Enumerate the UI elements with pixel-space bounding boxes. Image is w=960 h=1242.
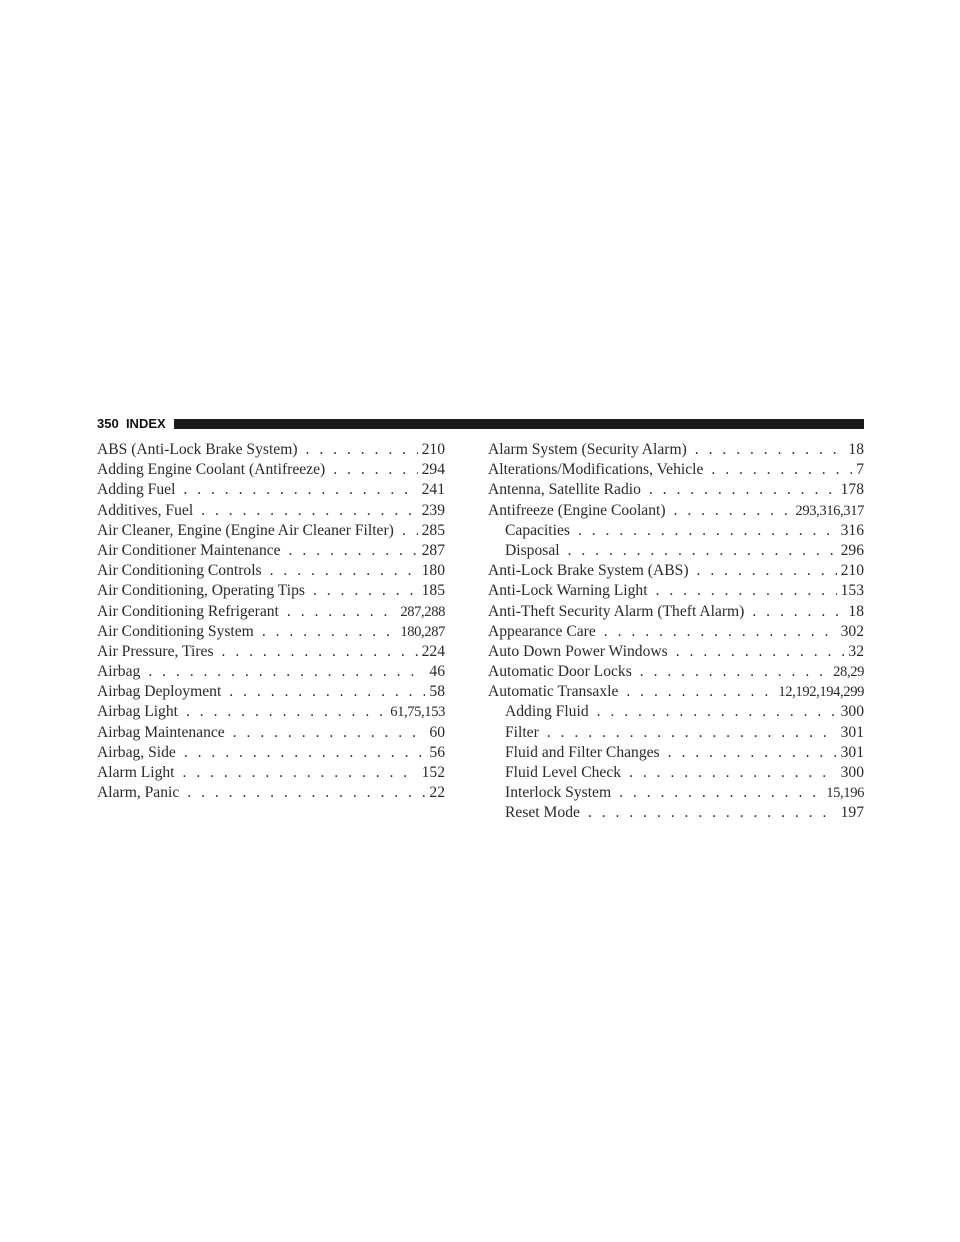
index-entry bbox=[488, 480, 864, 500]
dot-leader bbox=[313, 581, 418, 601]
dot-leader bbox=[262, 622, 397, 642]
entry-term: Disposal bbox=[505, 541, 560, 559]
index-entry bbox=[97, 702, 445, 722]
entry-pages: 197 bbox=[840, 804, 864, 822]
index-entry bbox=[488, 561, 864, 581]
entry-pages: 294 bbox=[421, 461, 445, 479]
entry-pages: 153 bbox=[840, 582, 864, 600]
entry-term: Antifreeze (Engine Coolant) bbox=[488, 501, 666, 519]
entry-term: Fluid and Filter Changes bbox=[505, 743, 660, 761]
entry-term: Air Conditioner Maintenance bbox=[97, 541, 281, 559]
dot-leader bbox=[184, 743, 426, 763]
dot-leader bbox=[201, 501, 417, 521]
dot-leader bbox=[402, 521, 418, 541]
index-entry bbox=[97, 440, 445, 460]
entry-term: Filter bbox=[505, 723, 539, 741]
dot-leader bbox=[333, 460, 417, 480]
dot-leader bbox=[626, 682, 774, 702]
entry-term: Capacities bbox=[505, 521, 570, 539]
entry-pages: 185 bbox=[421, 582, 445, 600]
entry-term: Anti-Lock Warning Light bbox=[488, 582, 648, 600]
dot-leader bbox=[676, 642, 845, 662]
dot-leader bbox=[604, 622, 837, 642]
entry-pages: 293,316,317 bbox=[795, 502, 864, 519]
dot-leader bbox=[752, 602, 844, 622]
entry-pages: 46 bbox=[429, 663, 445, 681]
index-entry bbox=[97, 783, 445, 803]
dot-leader bbox=[187, 783, 425, 803]
entry-term: Automatic Door Locks bbox=[488, 663, 632, 681]
index-subentry bbox=[488, 521, 864, 541]
entry-pages: 224 bbox=[421, 642, 445, 660]
index-entry bbox=[97, 460, 445, 480]
dot-leader bbox=[547, 723, 837, 743]
index-entry bbox=[488, 581, 864, 601]
dot-leader bbox=[222, 642, 418, 662]
entry-term: Airbag, Side bbox=[97, 743, 176, 761]
entry-pages: 152 bbox=[421, 764, 445, 781]
index-column-left bbox=[97, 440, 445, 803]
dot-leader bbox=[597, 702, 837, 722]
page-header bbox=[97, 416, 864, 432]
dot-leader bbox=[649, 480, 837, 500]
entry-pages: 178 bbox=[840, 481, 864, 499]
entry-term: Additives, Fuel bbox=[97, 501, 194, 519]
entry-pages: 56 bbox=[429, 743, 445, 761]
index-entry bbox=[488, 440, 864, 460]
entry-pages: 28,29 bbox=[833, 664, 864, 681]
dot-leader bbox=[568, 541, 837, 561]
entry-term: Airbag Maintenance bbox=[97, 723, 225, 741]
entry-term: Air Cleaner, Engine (Engine Air Cleaner Filter) bbox=[97, 521, 394, 539]
entry-term: Interlock System bbox=[505, 784, 612, 802]
index-subentry bbox=[488, 783, 864, 803]
entry-term: Anti-Lock Brake System (ABS) bbox=[488, 562, 689, 580]
entry-pages: 58 bbox=[429, 683, 445, 701]
entry-pages: 15,196 bbox=[826, 785, 864, 802]
index-entry bbox=[97, 662, 445, 682]
entry-term: Adding Engine Coolant (Antifreeze) bbox=[97, 461, 326, 479]
dot-leader bbox=[629, 763, 837, 783]
dot-leader bbox=[668, 743, 837, 763]
entry-term: Airbag Light bbox=[97, 703, 178, 721]
entry-pages: 210 bbox=[840, 562, 864, 580]
index-subentry bbox=[488, 743, 864, 763]
entry-pages: 12,192,194,299 bbox=[778, 684, 864, 701]
entry-term: Fluid Level Check bbox=[505, 764, 622, 781]
dot-leader bbox=[183, 480, 417, 500]
index-entry bbox=[488, 642, 864, 662]
entry-pages: 210 bbox=[421, 441, 445, 458]
index-subentry bbox=[488, 541, 864, 561]
index-column-right bbox=[488, 440, 864, 824]
entry-term: Air Pressure, Tires bbox=[97, 642, 214, 660]
index-entry bbox=[488, 662, 864, 682]
dot-leader bbox=[697, 561, 837, 581]
dot-leader bbox=[229, 682, 425, 702]
index-entry bbox=[97, 581, 445, 601]
entry-term: Adding Fluid bbox=[505, 703, 589, 721]
index-entry bbox=[97, 501, 445, 521]
entry-term: Anti-Theft Security Alarm (Theft Alarm) bbox=[488, 602, 745, 620]
index-entry bbox=[97, 480, 445, 500]
dot-leader bbox=[306, 440, 418, 460]
page-header-label bbox=[97, 416, 166, 432]
entry-pages: 7 bbox=[856, 461, 864, 479]
entry-term: Alarm System (Security Alarm) bbox=[488, 441, 687, 458]
dot-leader bbox=[640, 662, 829, 682]
entry-pages: 301 bbox=[840, 743, 864, 761]
index-subentry bbox=[488, 803, 864, 823]
entry-term: ABS (Anti-Lock Brake System) bbox=[97, 441, 298, 458]
entry-term: Airbag bbox=[97, 663, 141, 681]
dot-leader bbox=[588, 803, 837, 823]
entry-term: Air Conditioning Controls bbox=[97, 562, 262, 580]
entry-term: Adding Fuel bbox=[97, 481, 176, 499]
entry-term: Appearance Care bbox=[488, 622, 596, 640]
entry-pages: 241 bbox=[421, 481, 445, 499]
entry-term: Automatic Transaxle bbox=[488, 683, 619, 701]
dot-leader bbox=[674, 501, 792, 521]
entry-term: Air Conditioning System bbox=[97, 622, 254, 640]
entry-pages: 60 bbox=[429, 723, 445, 741]
index-subentry bbox=[488, 702, 864, 722]
entry-pages: 300 bbox=[840, 764, 864, 781]
entry-pages: 180,287 bbox=[400, 623, 445, 640]
index-entry bbox=[97, 763, 445, 783]
header-rule bbox=[174, 419, 864, 429]
index-entry bbox=[97, 642, 445, 662]
index-entry bbox=[488, 460, 864, 480]
entry-pages: 32 bbox=[848, 642, 864, 660]
dot-leader bbox=[578, 521, 837, 541]
entry-term: Air Conditioning Refrigerant bbox=[97, 602, 279, 620]
entry-pages: 301 bbox=[840, 723, 864, 741]
entry-term: Alarm Light bbox=[97, 764, 175, 781]
entry-pages: 285 bbox=[421, 521, 445, 539]
index-entry bbox=[488, 622, 864, 642]
index-entry bbox=[97, 743, 445, 763]
index-entry bbox=[97, 602, 445, 622]
entry-pages: 180 bbox=[421, 562, 445, 580]
dot-leader bbox=[695, 440, 845, 460]
entry-term: Auto Down Power Windows bbox=[488, 642, 668, 660]
entry-pages: 18 bbox=[848, 441, 864, 458]
entry-term: Alarm, Panic bbox=[97, 784, 180, 802]
entry-pages: 302 bbox=[840, 622, 864, 640]
dot-leader bbox=[183, 763, 418, 783]
index-entry bbox=[97, 521, 445, 541]
entry-term: Airbag Deployment bbox=[97, 683, 222, 701]
entry-pages: 239 bbox=[421, 501, 445, 519]
entry-pages: 287 bbox=[421, 541, 445, 559]
dot-leader bbox=[270, 561, 418, 581]
dot-leader bbox=[233, 723, 426, 743]
entry-pages: 22 bbox=[429, 784, 445, 802]
dot-leader bbox=[186, 702, 386, 722]
dot-leader bbox=[619, 783, 822, 803]
entry-term: Reset Mode bbox=[505, 804, 580, 822]
entry-pages: 287,288 bbox=[400, 603, 445, 620]
index-entry bbox=[488, 602, 864, 622]
index-entry bbox=[97, 622, 445, 642]
entry-term: Antenna, Satellite Radio bbox=[488, 481, 641, 499]
index-entry bbox=[97, 561, 445, 581]
entry-pages: 300 bbox=[840, 703, 864, 721]
index-subentry bbox=[488, 723, 864, 743]
dot-leader bbox=[289, 541, 418, 561]
entry-pages: 296 bbox=[840, 541, 864, 559]
entry-term: Alterations/Modifications, Vehicle bbox=[488, 461, 704, 479]
section-title: INDEX bbox=[125, 416, 166, 431]
entry-pages: 316 bbox=[840, 521, 864, 539]
entry-pages: 61,75,153 bbox=[390, 704, 445, 721]
index-entry bbox=[97, 541, 445, 561]
index-entry bbox=[488, 501, 864, 521]
index-entry bbox=[97, 682, 445, 702]
page-number: 350 bbox=[97, 416, 119, 431]
dot-leader bbox=[656, 581, 837, 601]
index-subentry bbox=[488, 763, 864, 783]
index-entry bbox=[488, 682, 864, 702]
entry-pages: 18 bbox=[848, 602, 864, 620]
dot-leader bbox=[148, 662, 425, 682]
index-entry bbox=[97, 723, 445, 743]
entry-term: Air Conditioning, Operating Tips bbox=[97, 582, 305, 600]
dot-leader bbox=[287, 602, 396, 622]
dot-leader bbox=[711, 460, 852, 480]
